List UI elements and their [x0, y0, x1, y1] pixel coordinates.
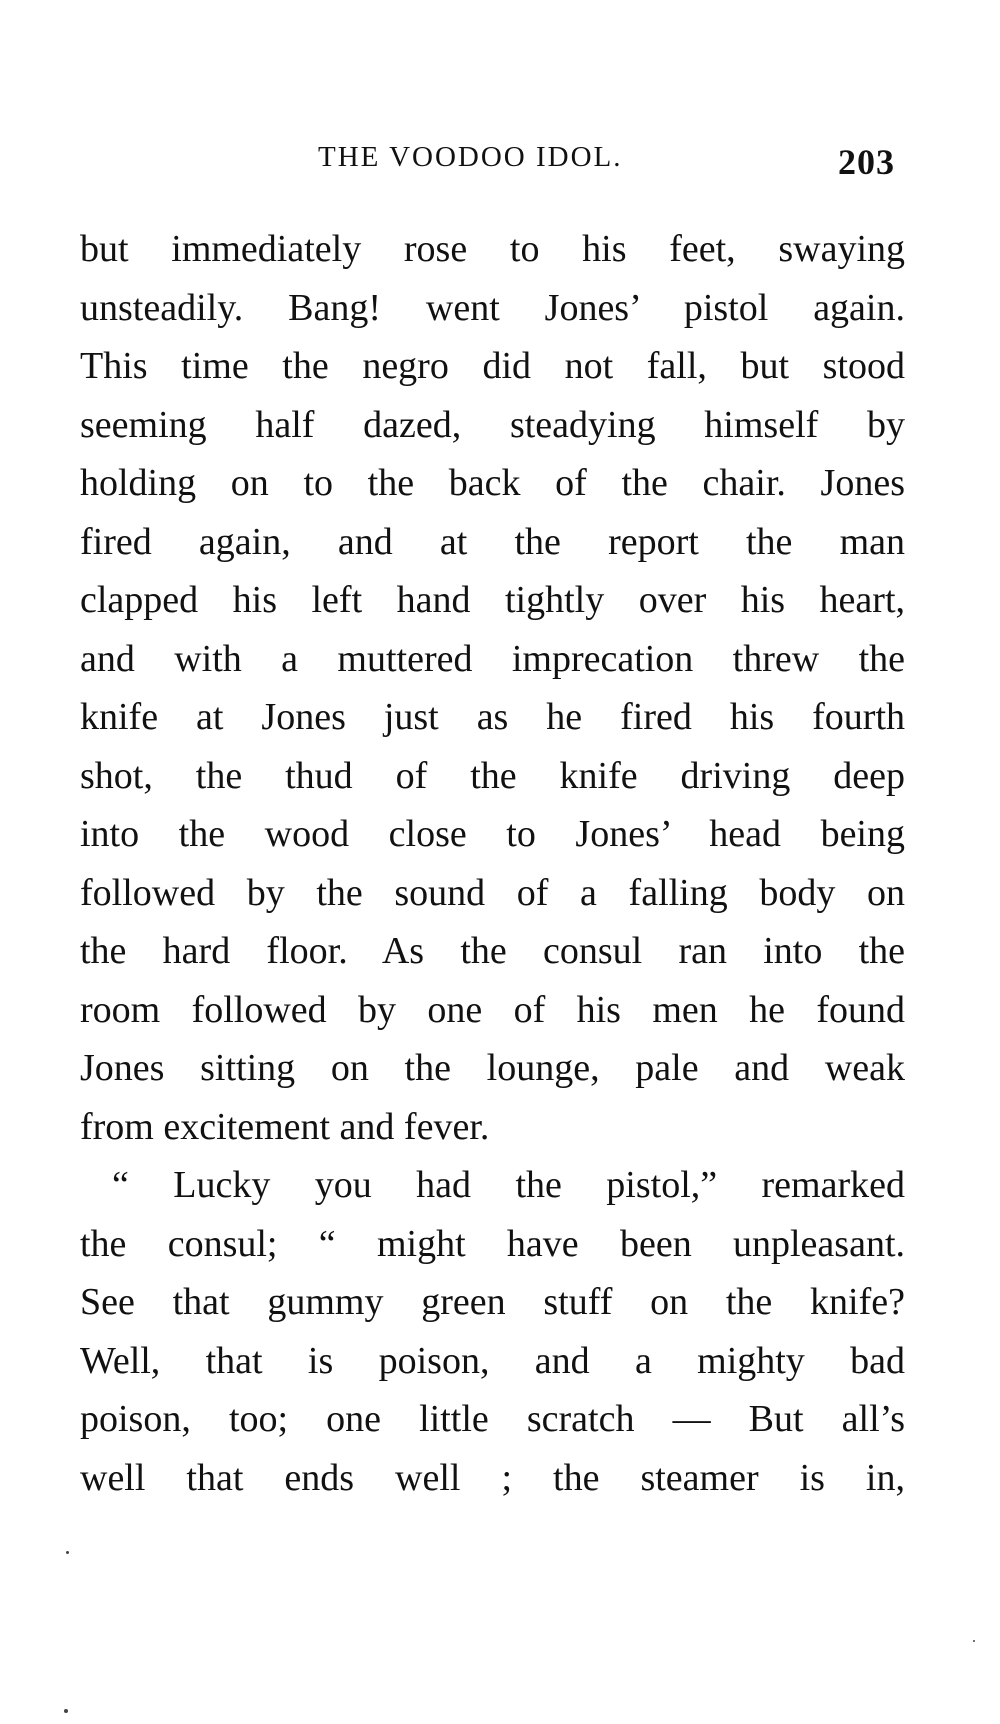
page-number: 203 [838, 142, 895, 182]
text-line: “ Lucky you had the pistol,” remarked [112, 1164, 905, 1206]
text-line: into the wood close to Jones’ head being [80, 813, 905, 855]
text-line: Well, that is poison, and a mighty bad [80, 1339, 905, 1382]
scan-speck [66, 1551, 69, 1554]
text-line: the consul; “ might have been unpleasant. [80, 1222, 905, 1265]
text-line: from excitement and fever. [80, 1105, 490, 1148]
text-line: holding on to the back of the chair. Jones [80, 462, 905, 504]
text-line: clapped his left hand tightly over his heart, [80, 579, 905, 621]
text-line: poison, too; one little scratch — But all’s [80, 1398, 905, 1440]
text-line: shot, the thud of the knife driving deep [80, 754, 905, 797]
text-line: fired again, and at the report the man [80, 520, 905, 563]
text-line: well that ends well ; the steamer is in, [80, 1456, 905, 1499]
text-line: but immediately rose to his feet, swaying [80, 228, 905, 270]
text-line: This time the negro did not fall, but stood [80, 345, 905, 387]
text-line: knife at Jones just as he fired his fourth [80, 696, 905, 738]
text-line: the hard floor. As the consul ran into the [80, 930, 905, 972]
text-line: Jones sitting on the lounge, pale and weak [80, 1047, 905, 1089]
text-line: See that gummy green stuff on the knife? [80, 1281, 905, 1323]
paragraph-2 [80, 1156, 905, 1507]
text-line: room followed by one of his men he found [80, 988, 905, 1031]
scan-speck [973, 1640, 975, 1642]
scan-speck [64, 1709, 68, 1713]
text-line: unsteadily. Bang! went Jones’ pistol again. [80, 286, 905, 329]
paragraph-1 [80, 220, 905, 1156]
text-line: seeming half dazed, steadying himself by [80, 403, 905, 446]
text-line: followed by the sound of a falling body on [80, 871, 905, 914]
running-title: THE VOODOO IDOL. [318, 141, 623, 173]
text-line: and with a muttered imprecation threw the [80, 637, 905, 680]
